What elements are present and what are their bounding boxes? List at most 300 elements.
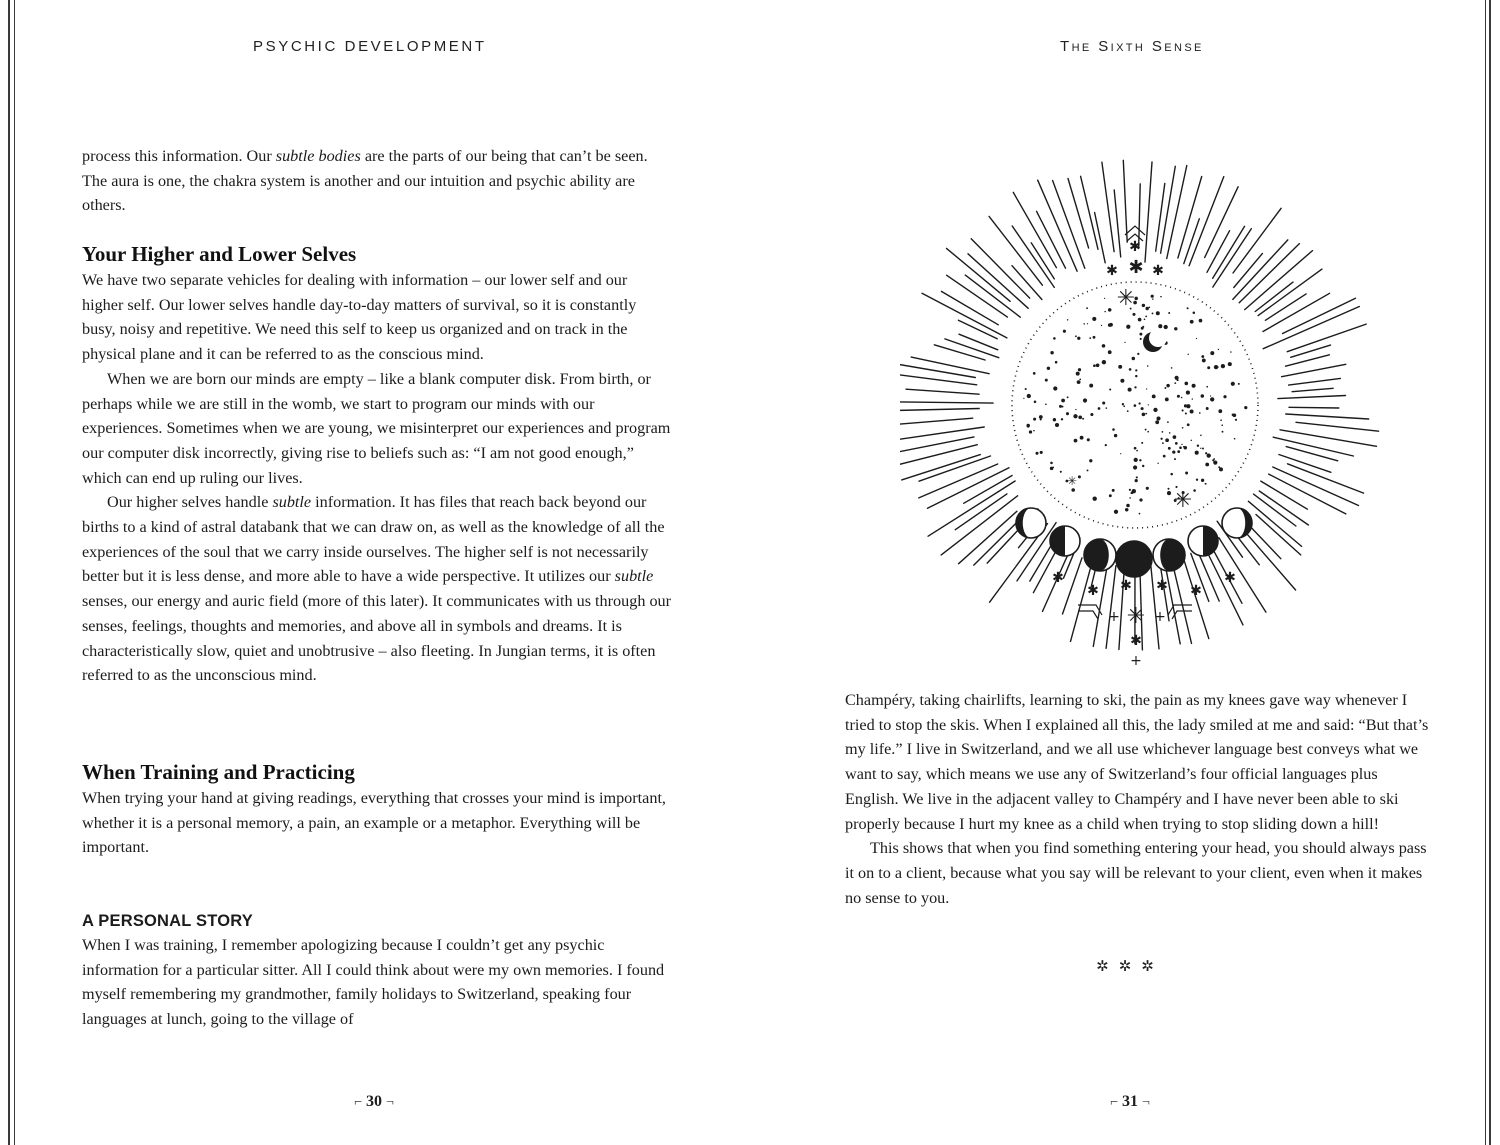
star-dot bbox=[1073, 414, 1077, 418]
star-dot bbox=[1125, 508, 1128, 511]
star-dot bbox=[1202, 448, 1204, 450]
star-dot bbox=[1067, 396, 1069, 398]
section-heading: Your Higher and Lower Selves bbox=[82, 242, 357, 266]
svg-text:✱: ✱ bbox=[1052, 570, 1064, 586]
star-dot bbox=[1106, 407, 1108, 409]
svg-text:✱: ✱ bbox=[1120, 578, 1132, 594]
folio-ornament-icon: ⌐ bbox=[354, 1095, 362, 1110]
star-dot bbox=[1059, 405, 1062, 408]
star-dot bbox=[1166, 384, 1169, 387]
star-dot bbox=[1053, 386, 1057, 390]
sun-ray bbox=[1031, 243, 1054, 279]
star-dot bbox=[1102, 401, 1105, 404]
star-dot bbox=[1238, 383, 1240, 385]
star-dot bbox=[1171, 367, 1173, 369]
star-dot bbox=[1045, 379, 1048, 382]
sun-ray bbox=[1156, 183, 1165, 251]
star-dot bbox=[1080, 436, 1084, 440]
sun-ray bbox=[1280, 430, 1377, 447]
body-paragraph: Our higher selves handle subtle information. It has files that reach back beyond our births to a kind of astral databank that we can draw on, as well as the knowledge of all the experiences of the soul that we carry inside ourselves. The higher self is not necessarily better but it is less dense, and more able to have a wide perspective. It utilizes our subtle senses, our energy and auric field (more of this later). It communicates with us through our senses, feelings, thoughts and memories, and above all in symbols and dreams. It is characteristically slow, quiet and unobtrusive – also fleeting. In Jungian terms, it is often referred to as the unconscious mind. bbox=[82, 493, 672, 685]
star-dot bbox=[1145, 307, 1148, 310]
svg-text:✳: ✳ bbox=[1066, 474, 1078, 488]
star-dot bbox=[1039, 415, 1043, 419]
star-dot bbox=[1105, 444, 1107, 446]
star-dot bbox=[1040, 451, 1043, 454]
star-dot bbox=[1205, 452, 1207, 454]
celestial-moon-phases-icon bbox=[900, 145, 1400, 670]
folio-ornament-icon: ⌐ bbox=[1110, 1095, 1118, 1110]
sun-ray bbox=[1286, 447, 1338, 461]
star-dot bbox=[1112, 489, 1115, 492]
right-page bbox=[750, 0, 1500, 1145]
svg-text:+: + bbox=[1154, 609, 1166, 625]
star-dot bbox=[1221, 364, 1225, 368]
star-dot bbox=[1167, 421, 1169, 423]
star-dot bbox=[1034, 401, 1037, 404]
star-dot bbox=[1155, 420, 1159, 424]
svg-text:✱: ✱ bbox=[1152, 263, 1164, 279]
star-dot bbox=[1096, 363, 1100, 367]
star-dot bbox=[1071, 488, 1075, 492]
sun-ray bbox=[971, 239, 1029, 298]
star-dot bbox=[1147, 431, 1149, 433]
star-dot bbox=[1173, 435, 1177, 439]
star-dot bbox=[1122, 403, 1124, 405]
subsection-heading: A PERSONAL STORY bbox=[82, 912, 253, 930]
sun-ray bbox=[1161, 166, 1176, 253]
star-dot bbox=[1127, 410, 1129, 412]
star-dot bbox=[1066, 412, 1069, 415]
star-dot bbox=[1063, 330, 1066, 333]
star-dot bbox=[1124, 342, 1125, 343]
sun-ray bbox=[900, 445, 977, 465]
star-dot bbox=[1220, 419, 1222, 421]
section-personal-story bbox=[82, 909, 672, 1032]
star-dot bbox=[1165, 397, 1169, 401]
star-dot bbox=[1145, 316, 1147, 318]
svg-text:✳: ✳ bbox=[1173, 488, 1193, 513]
star-dot bbox=[1218, 367, 1219, 368]
sun-ray bbox=[1095, 213, 1106, 263]
star-dot bbox=[1101, 325, 1102, 326]
sun-ray bbox=[1184, 219, 1200, 264]
star-dot bbox=[1168, 447, 1171, 450]
sun-ray bbox=[1287, 324, 1366, 352]
star-dot bbox=[1089, 459, 1092, 462]
star-dot bbox=[1156, 416, 1160, 420]
star-dot bbox=[1164, 387, 1166, 389]
page-number: ⌐ 31 ¬ bbox=[1110, 1093, 1150, 1110]
star-dot bbox=[1027, 425, 1029, 427]
body-paragraph: When I was training, I remember apologizing because I couldn’t get any psychic information for a particular sitter. All I could think about were my own memories. I found myself remembering my grandmother, family holidays to Switzerland, speaking four languages at lunch, going to the village of bbox=[82, 936, 665, 1029]
star-dot bbox=[1201, 479, 1204, 482]
star-dot bbox=[1207, 453, 1211, 457]
star-dot bbox=[1089, 384, 1093, 388]
star-dot bbox=[1120, 453, 1121, 454]
star-dot bbox=[1210, 397, 1214, 401]
star-dot bbox=[1200, 435, 1202, 437]
star-dot bbox=[1108, 350, 1112, 354]
star-dot bbox=[1182, 427, 1184, 429]
star-dot bbox=[1152, 298, 1153, 299]
star-dot bbox=[1205, 483, 1207, 485]
star-dot bbox=[1102, 360, 1106, 364]
star-dot bbox=[1082, 418, 1084, 420]
star-dot bbox=[1174, 458, 1176, 460]
star-dot bbox=[1234, 438, 1236, 440]
star-dot bbox=[1083, 398, 1087, 402]
star-dot bbox=[1029, 430, 1032, 433]
star-dot bbox=[1055, 361, 1058, 364]
sun-ray bbox=[1213, 229, 1252, 287]
svg-text:✱: ✱ bbox=[1130, 633, 1142, 649]
star-dot bbox=[1210, 395, 1211, 396]
moon-phase-icon bbox=[1050, 526, 1080, 556]
star-dot bbox=[1078, 368, 1081, 371]
sun-ray bbox=[934, 345, 985, 360]
star-dot bbox=[1196, 479, 1198, 481]
sun-ray bbox=[941, 496, 1017, 555]
star-dot bbox=[1033, 418, 1036, 421]
moon-phase-icon bbox=[1153, 539, 1185, 571]
star-dot bbox=[1126, 325, 1130, 329]
star-dot bbox=[1223, 395, 1226, 398]
moon-phase-icon bbox=[1116, 541, 1152, 577]
sun-ray bbox=[1258, 269, 1322, 316]
star-dot bbox=[1139, 513, 1141, 515]
star-dot bbox=[1163, 455, 1166, 458]
sun-ray bbox=[1255, 282, 1293, 311]
star-dot bbox=[1197, 444, 1199, 446]
sun-ray bbox=[1145, 162, 1152, 262]
star-dot bbox=[1172, 450, 1175, 453]
star-dot bbox=[1206, 407, 1209, 410]
star-dot bbox=[1193, 312, 1196, 315]
star-dot bbox=[1118, 365, 1122, 369]
story-continued bbox=[845, 688, 1435, 910]
star-dot bbox=[1181, 444, 1182, 445]
star-dot bbox=[1206, 386, 1208, 388]
running-head: The Sixth Sense bbox=[1060, 38, 1204, 55]
star-dot bbox=[1114, 434, 1117, 437]
star-dot bbox=[1033, 430, 1035, 432]
sun-ray bbox=[1283, 298, 1356, 333]
star-dot bbox=[1093, 336, 1096, 339]
sun-ray bbox=[1071, 557, 1094, 641]
star-dot bbox=[1184, 382, 1188, 386]
star-dot bbox=[1093, 497, 1097, 501]
star-dot bbox=[1186, 404, 1190, 408]
star-dot bbox=[1132, 489, 1136, 493]
sun-ray bbox=[900, 437, 974, 453]
body-paragraph: Champéry, taking chairlifts, learning to ski, the pain as my knees gave way whenever I tried to stop the skis. When I explained all this, the lady smiled at me and said: “But that’s my life.” I live in Switzerland, and we all use whichever language best conveys what we want to say, which means we use any of Switzerland’s four official languages plus English. We live in the adjacent valley to Champéry and I have never been able to ski properly because I hurt my knee as a child when trying to stop sliding down a hill! bbox=[845, 691, 1429, 833]
star-dot bbox=[1218, 349, 1219, 350]
star-dot bbox=[1027, 394, 1031, 398]
star-dot bbox=[1087, 323, 1088, 324]
star-dot bbox=[1149, 306, 1151, 308]
sun-ray bbox=[989, 216, 1042, 285]
star-dot bbox=[1047, 367, 1050, 370]
svg-text:✱: ✱ bbox=[1128, 257, 1144, 278]
star-dot bbox=[1139, 459, 1141, 461]
star-dot bbox=[1108, 308, 1112, 312]
star-dot bbox=[1151, 295, 1154, 298]
star-dot bbox=[1128, 388, 1132, 392]
star-dot bbox=[1221, 424, 1223, 426]
star-dot bbox=[1033, 372, 1036, 375]
star-dot bbox=[1187, 307, 1189, 309]
sun-ray bbox=[1256, 515, 1301, 555]
star-dot bbox=[1218, 409, 1222, 413]
star-dot bbox=[1148, 404, 1149, 405]
star-dot bbox=[1077, 380, 1081, 384]
star-dot bbox=[1193, 489, 1196, 492]
star-dot bbox=[1135, 479, 1138, 482]
star-dot bbox=[1050, 351, 1053, 354]
star-dot bbox=[1156, 311, 1160, 315]
star-dot bbox=[1185, 412, 1187, 414]
star-dot bbox=[1061, 418, 1063, 420]
star-dot bbox=[1213, 461, 1217, 465]
star-dot bbox=[1165, 438, 1169, 442]
star-dot bbox=[1219, 467, 1223, 471]
star-dot bbox=[1181, 397, 1183, 399]
star-dot bbox=[1142, 465, 1144, 467]
star-dot bbox=[1023, 398, 1024, 399]
star-dot bbox=[1169, 432, 1171, 434]
star-dot bbox=[1108, 323, 1111, 326]
svg-text:✳: ✳ bbox=[1116, 286, 1136, 311]
star-dot bbox=[1060, 471, 1062, 473]
star-dot bbox=[1244, 406, 1247, 409]
star-dot bbox=[1134, 404, 1137, 407]
star-dot bbox=[1087, 438, 1090, 441]
star-dot bbox=[1230, 351, 1232, 353]
star-dot bbox=[1098, 407, 1101, 410]
sun-ray bbox=[900, 402, 993, 403]
star-dot bbox=[1177, 395, 1180, 398]
star-dot bbox=[1222, 431, 1224, 433]
star-dot bbox=[1129, 368, 1132, 371]
star-dot bbox=[1061, 399, 1065, 403]
star-dot bbox=[1152, 312, 1154, 314]
star-dot bbox=[1136, 476, 1138, 478]
star-dot bbox=[1138, 402, 1140, 404]
star-dot bbox=[1090, 413, 1093, 416]
star-dot bbox=[1134, 386, 1136, 388]
star-dot bbox=[1145, 413, 1147, 415]
sun-ray bbox=[1296, 422, 1379, 431]
star-dot bbox=[1067, 319, 1068, 320]
star-dot bbox=[1075, 409, 1076, 410]
star-dot bbox=[1162, 431, 1164, 433]
star-dot bbox=[1187, 423, 1190, 426]
sun-ray bbox=[1289, 407, 1339, 408]
star-dot bbox=[1184, 446, 1187, 449]
star-dot bbox=[1035, 452, 1038, 455]
star-dot bbox=[1139, 333, 1142, 336]
star-dot bbox=[1104, 298, 1105, 299]
svg-text:✱: ✱ bbox=[1190, 583, 1202, 599]
star-dot bbox=[1200, 448, 1201, 449]
moon-phase-icon bbox=[1084, 539, 1116, 571]
star-dot bbox=[1135, 375, 1137, 377]
svg-text:✱: ✱ bbox=[1129, 239, 1141, 255]
star-dot bbox=[1196, 338, 1197, 339]
star-dot bbox=[1075, 335, 1077, 337]
star-dot bbox=[1201, 394, 1205, 398]
star-dot bbox=[1175, 442, 1178, 445]
section-heading: When Training and Practicing bbox=[82, 760, 355, 784]
star-dot bbox=[1170, 473, 1173, 476]
star-dot bbox=[1142, 304, 1145, 307]
star-dot bbox=[1231, 382, 1235, 386]
star-dot bbox=[1132, 313, 1135, 316]
sun-ray bbox=[1150, 554, 1159, 649]
page-number: ⌐ 30 ¬ bbox=[354, 1093, 394, 1110]
star-dot bbox=[1129, 497, 1131, 499]
sun-ray bbox=[1278, 396, 1346, 399]
star-dot bbox=[1109, 388, 1111, 390]
folio-ornament-icon: ¬ bbox=[386, 1095, 394, 1110]
sun-ray bbox=[922, 293, 1007, 338]
star-dot bbox=[1192, 384, 1196, 388]
star-dot bbox=[1205, 463, 1209, 467]
star-dot bbox=[1235, 419, 1237, 421]
star-dot bbox=[1134, 447, 1137, 450]
star-dot bbox=[1139, 498, 1142, 501]
star-dot bbox=[1050, 467, 1054, 471]
sun-ray bbox=[900, 418, 973, 425]
star-dot bbox=[1120, 379, 1124, 383]
star-dot bbox=[1146, 388, 1147, 389]
sun-ray bbox=[1282, 364, 1346, 376]
star-dot bbox=[1129, 489, 1131, 491]
sun-ray bbox=[919, 456, 991, 481]
star-dot bbox=[1140, 338, 1142, 340]
star-dot bbox=[1187, 354, 1188, 355]
sun-ray bbox=[1259, 491, 1308, 525]
svg-text:✳: ✳ bbox=[1126, 604, 1146, 629]
sun-ray bbox=[1233, 208, 1281, 273]
star-dot bbox=[1050, 462, 1053, 465]
star-dot bbox=[1177, 450, 1180, 453]
star-dot bbox=[1212, 459, 1214, 461]
star-dot bbox=[1199, 319, 1203, 323]
section-divider-icon: ✲✲✲ bbox=[1096, 959, 1164, 975]
star-dot bbox=[1199, 412, 1201, 414]
star-dot bbox=[1164, 325, 1168, 329]
moon-phase-icon bbox=[1222, 508, 1252, 538]
star-dot bbox=[1078, 415, 1082, 419]
sun-ray bbox=[900, 427, 984, 440]
star-dot bbox=[1076, 372, 1080, 376]
star-dot bbox=[1186, 391, 1190, 395]
star-dot bbox=[1092, 317, 1096, 321]
intro-paragraph: process this information. Our subtle bodies are the parts of our being that can’t be seen. The aura is one, the chakra system is another and our intuition and psychic ability are others. bbox=[82, 147, 648, 215]
star-dot bbox=[1134, 458, 1138, 462]
star-dot bbox=[1210, 351, 1214, 355]
section-training bbox=[82, 759, 672, 860]
star-dot bbox=[1160, 438, 1162, 440]
running-head: PSYCHIC DEVELOPMENT bbox=[253, 38, 487, 55]
sun-ray bbox=[964, 476, 1012, 504]
star-dot bbox=[1136, 450, 1138, 452]
star-dot bbox=[1233, 414, 1237, 418]
star-dot bbox=[1126, 504, 1130, 508]
star-dot bbox=[1145, 429, 1147, 431]
sun-ray bbox=[1167, 166, 1187, 259]
star-dot bbox=[1195, 451, 1199, 455]
star-dot bbox=[1130, 492, 1132, 494]
star-dot bbox=[1179, 446, 1182, 449]
star-dot bbox=[1192, 398, 1193, 399]
star-dot bbox=[1025, 388, 1027, 390]
star-dot bbox=[1079, 379, 1081, 381]
star-dot bbox=[1182, 409, 1184, 411]
sun-ray bbox=[1068, 179, 1089, 249]
star-dot bbox=[1141, 407, 1144, 410]
star-dot bbox=[1141, 327, 1144, 330]
sun-ray bbox=[1265, 294, 1306, 320]
sun-ray bbox=[1233, 240, 1288, 300]
star-dot bbox=[1053, 337, 1056, 340]
svg-text:✱: ✱ bbox=[1224, 570, 1236, 586]
sun-ray bbox=[1081, 176, 1098, 249]
star-dot bbox=[1147, 365, 1149, 367]
star-dot bbox=[1174, 327, 1177, 330]
star-dot bbox=[1153, 408, 1157, 412]
sun-ray bbox=[900, 364, 975, 378]
sun-ray bbox=[1289, 378, 1341, 385]
star-dot bbox=[1201, 355, 1204, 358]
sun-ray bbox=[1102, 162, 1114, 252]
star-dot bbox=[1138, 318, 1142, 322]
star-dot bbox=[1146, 487, 1149, 490]
star-dot bbox=[1093, 364, 1096, 367]
star-dot bbox=[1135, 369, 1137, 371]
sun-ray bbox=[1286, 414, 1369, 419]
sun-ray bbox=[1263, 293, 1330, 331]
star-dot bbox=[1053, 418, 1056, 421]
svg-text:+: + bbox=[1108, 609, 1120, 625]
svg-text:✱: ✱ bbox=[1087, 583, 1099, 599]
star-dot bbox=[1228, 362, 1232, 366]
sun-ray bbox=[1123, 160, 1127, 242]
star-dot bbox=[1104, 311, 1105, 312]
star-dot bbox=[1112, 428, 1115, 431]
star-dot bbox=[1089, 337, 1091, 339]
star-dot bbox=[1167, 488, 1169, 490]
svg-text:✱: ✱ bbox=[1156, 578, 1168, 594]
sun-ray bbox=[911, 357, 989, 374]
intro-block bbox=[82, 144, 672, 218]
star-dot bbox=[1078, 475, 1081, 478]
star-dot bbox=[1123, 405, 1125, 407]
body-paragraph: This shows that when you find something entering your head, you should always pass it on to a client, because what you say will be relevant to your client, even when it makes no sense to you. bbox=[845, 839, 1427, 907]
star-dot bbox=[1157, 463, 1158, 464]
sun-ray bbox=[906, 389, 979, 394]
sun-ray bbox=[1106, 566, 1116, 649]
star-dot bbox=[1045, 403, 1047, 405]
star-dot bbox=[1114, 510, 1118, 514]
sun-ray bbox=[1114, 190, 1121, 257]
body-paragraph: When trying your hand at giving readings, everything that crosses your mind is important, whether it is a personal memory, a pain, an example or a metaphor. Everything will be important. bbox=[82, 789, 666, 857]
star-dot bbox=[1185, 472, 1188, 475]
sun-ray bbox=[947, 248, 1011, 301]
moon-phase-icon bbox=[1188, 526, 1218, 556]
star-dot bbox=[1074, 439, 1078, 443]
